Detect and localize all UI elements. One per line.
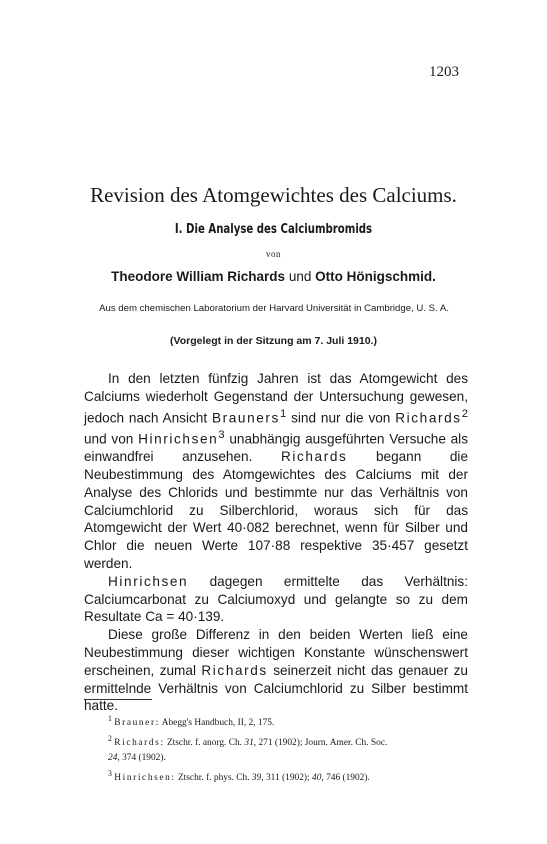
presented-note: (Vorgelegt in der Sitzung am 7. Juli 1910.)	[170, 335, 377, 347]
footnote-1: $^1$ Brauner: Abegg's Handbuch, II, 2, 175.	[108, 714, 275, 729]
by-word: von	[266, 249, 281, 259]
article-title: Revision des Atomgewichtes des Calciums.	[90, 183, 457, 207]
paragraph-1: In den letzten fünfzig Jahren ist das Atomgewicht des Calciums wiederholt Gegenstand der Untersuchung gewesen, jedoch nach Ansicht Brauners$^1$ sind nur die von Richards$^2$ und von Hinrichsen$^3$ unabhängig ausgeführten Versuche als einwandfrei anzusehen. Richards begann die Neubestimmung des Atomgewichtes des Calciums mit der Analyse des Chlorids und bestimmte nur das Verhältnis von Calciumchlorid zu Silberchlorid, woraus sich für das Atomgewicht der Wert 40·082 berechnet, wenn für Silber und Chlor die neuen Werte 107·88 respektive 35·457 gesetzt werden.	[84, 371, 469, 572]
author-1: Theodore William Richards	[111, 269, 286, 284]
authors	[0, 269, 547, 284]
footnote-ref-2: 2	[461, 407, 468, 420]
author-name: Richards	[280, 449, 348, 465]
author-name: Brauners	[211, 410, 280, 426]
paragraph-3: Diese große Differenz in den beiden Werten ließ eine Neubestimmung dieser wichtigen Konstante wünschenswert erscheinen, zumal Richards seinerzeit nicht das genauer zu ermittelnde Verhältnis von Calciumchlorid zu Silber bestimmt hatte.	[84, 627, 468, 714]
author-name: Hinrichsen	[138, 431, 219, 447]
authors-conjunction: und	[288, 269, 312, 284]
body-text	[84, 370, 468, 715]
author-name: Hinrichsen	[108, 573, 189, 589]
author-name: Richards	[201, 662, 268, 678]
footnote-ref-3: 3	[218, 428, 225, 441]
footnote-3: $^3$ Hinrichsen: Ztschr. f. phys. Ch. 39, 311 (1902); 40, 746 (1902).	[108, 769, 370, 784]
article-subtitle: I. Die Analyse des Calciumbromids	[174, 222, 373, 237]
author-2: Otto Hönigschmid.	[315, 269, 436, 284]
footnotes	[84, 711, 474, 786]
footnote-ref-1: 1	[279, 407, 287, 420]
paragraph-2: Hinrichsen dagegen ermittelte das Verhältnis: Calciumcarbonat zu Calciumoxyd und gelangte so zu dem Resultate Ca = 40·139.	[84, 573, 468, 625]
author-name: Richards	[395, 410, 462, 426]
page-number: 1203	[429, 64, 459, 80]
footnote-separator	[84, 699, 152, 700]
footnote-2: $^2$ Richards: Ztschr. f. anorg. Ch. 31, 271 (1902); Journ. Amer. Ch. Soc. 24, 374 (1902).	[108, 734, 388, 764]
affiliation: Aus dem chemischen Laboratorium der Harvard Universität in Cambridge, U. S. A.	[99, 303, 449, 314]
